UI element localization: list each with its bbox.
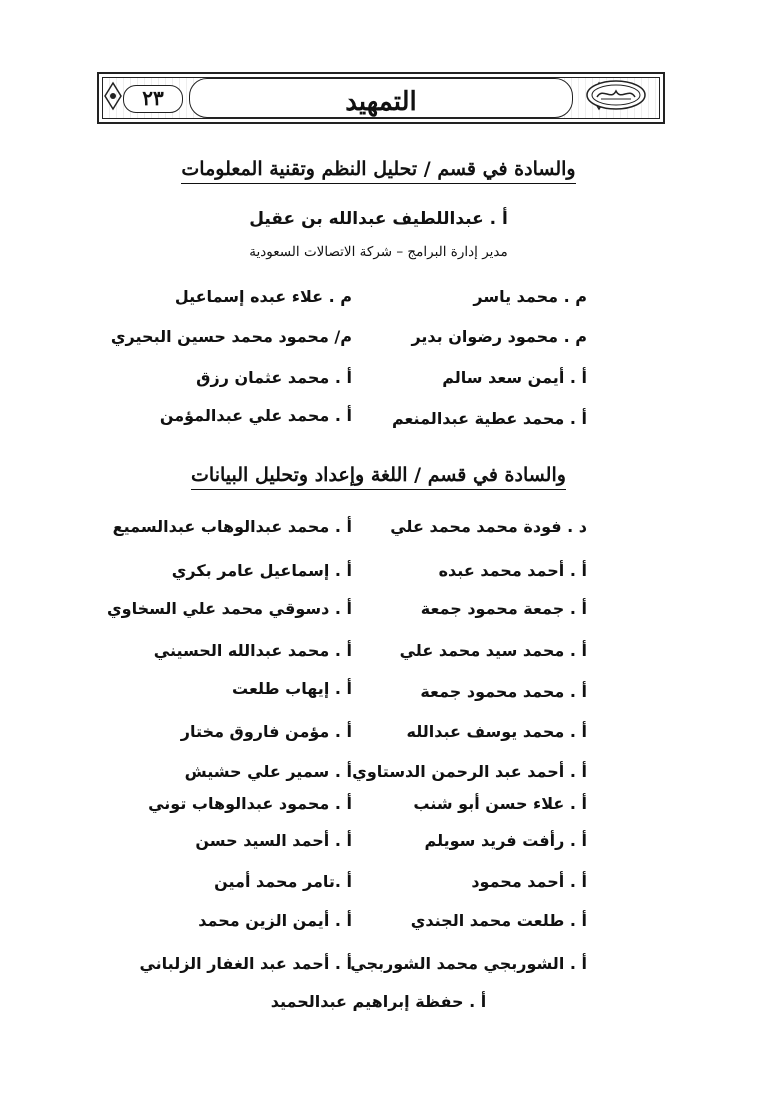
name-entry: أ . محمد محمود جمعة (420, 682, 587, 701)
manager-name: أ . عبداللطيف عبدالله بن عقيل (249, 209, 508, 229)
name-entry: أ .تامر محمد أمين (214, 872, 352, 891)
name-entry: أ . محمد عبدالوهاب عبدالسميع (112, 517, 352, 536)
name-entry: أ . علاء حسن أبو شنب (413, 794, 587, 813)
running-title: التمهيد (345, 87, 417, 117)
name-entry: أ . محمود عبدالوهاب توني (148, 794, 352, 813)
name-entry: أ . أحمد عبد الرحمن الدستاوي (352, 762, 587, 781)
name-entry: أ . دسوقي محمد علي السخاوي (106, 599, 352, 618)
name-entry: م . علاء عبده إسماعيل (174, 287, 352, 306)
calligraphy-seal-icon (585, 79, 647, 111)
name-entry: أ . أيمن الزين محمد (198, 911, 352, 930)
name-entry: م/ محمود محمد حسين البحيري (110, 327, 352, 346)
name-entry: أ . أحمد محمد عبده (438, 561, 587, 580)
name-entry: أ . أحمد السيد حسن (195, 831, 352, 850)
name-entry: م . محمود رضوان بدير (411, 327, 587, 346)
manager-role: مدير إدارة البرامج – شركة الاتصالات السعودية (249, 244, 508, 260)
name-entry: أ . محمد عثمان رزق (196, 368, 352, 387)
name-entry: أ . محمد يوسف عبدالله (406, 722, 587, 741)
name-entry: أ . أحمد عبد الغفار الزلباني (139, 954, 352, 973)
name-entry: أ . مؤمن فاروق مختار (180, 722, 352, 741)
running-header (97, 72, 665, 124)
name-entry: أ . محمد عطية عبدالمنعم (391, 409, 587, 428)
name-entry-last: أ . حفظة إبراهيم عبدالحميد (270, 992, 487, 1011)
name-entry: أ . إيهاب طلعت (232, 679, 352, 698)
name-entry: م . محمد ياسر (473, 287, 587, 306)
name-entry: أ . طلعت محمد الجندي (410, 911, 587, 930)
name-entry: أ . سمير علي حشيش (184, 762, 352, 781)
section-heading-text: والسادة في قسم / اللغة وإعداد وتحليل البيانات (191, 464, 566, 490)
header-cartouche (189, 78, 573, 118)
name-entry: أ . جمعة محمود جمعة (420, 599, 587, 618)
name-entry: د . فودة محمد محمد علي (390, 517, 587, 536)
name-entry: أ . الشوربجي محمد الشوربجي (350, 954, 587, 973)
name-entry: أ . رأفت فريد سويلم (424, 831, 587, 850)
section-heading-systems (0, 158, 757, 180)
section-heading-text: والسادة في قسم / تحليل النظم وتقنية المعلومات (181, 158, 575, 184)
page-number: ٢٣ (123, 85, 183, 113)
name-entry: أ . محمد عبدالله الحسيني (153, 641, 352, 660)
name-entry: أ . محمد سيد محمد علي (399, 641, 587, 660)
section-heading-language (0, 464, 757, 486)
name-entry: أ . أحمد محمود (471, 872, 587, 891)
name-entry: أ . أيمن سعد سالم (442, 368, 587, 387)
name-entry: أ . إسماعيل عامر بكري (171, 561, 352, 580)
name-entry: أ . محمد علي عبدالمؤمن (159, 406, 352, 425)
